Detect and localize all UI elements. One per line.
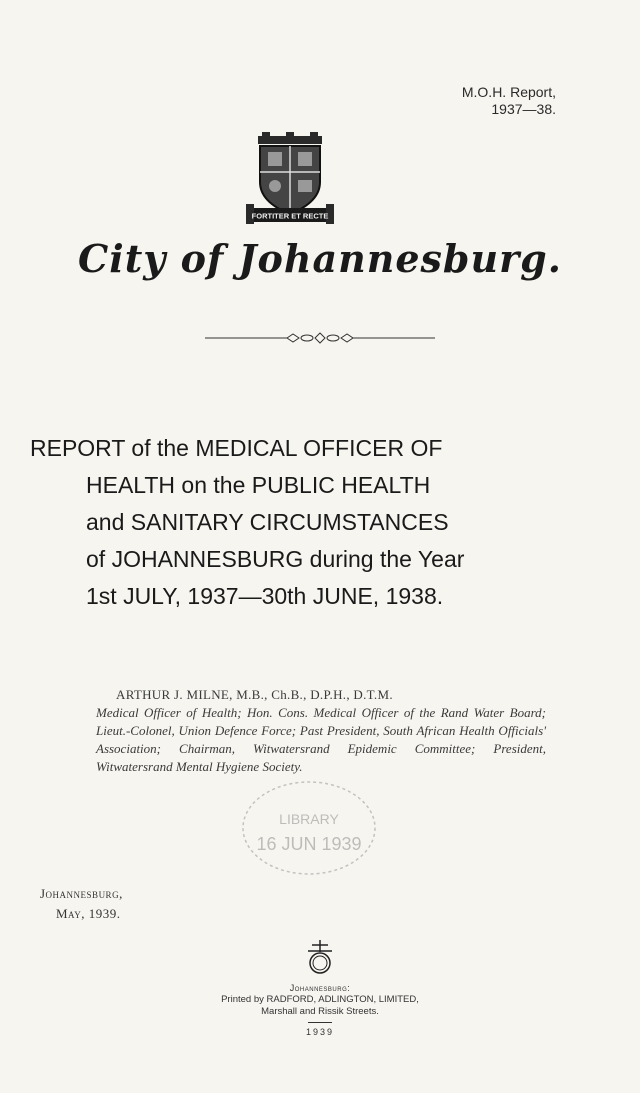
report-reference-line2: 1937—38. [491, 101, 556, 117]
author-block [96, 686, 546, 776]
author-description: Medical Officer of Health; Hon. Cons. Medical Officer of the Rand Water Board; Lieut.-Colonel, Union Defence Force; Past President, South African Health Officials' Association; Chairman, Witwatersrand Epidemic Committee; President, Witwatersrand Mental Hygiene Society. [96, 705, 546, 774]
crest-motto: FORTITER ET RECTE [251, 211, 329, 221]
place-date [40, 884, 123, 924]
printer-line1: Printed by RADFORD, ADLINGTON, LIMITED, [221, 994, 419, 1005]
printer-imprint [0, 982, 640, 1038]
report-title-line2: HEALTH on the PUBLIC HEALTH [86, 472, 431, 498]
report-title-line5: 1st JULY, 1937—30th JUNE, 1938. [86, 583, 444, 609]
report-title [30, 430, 610, 615]
printer-year: 1939 [305, 1027, 335, 1037]
printer-rule [308, 1022, 332, 1023]
stamp-line2: 16 JUN 1939 [256, 834, 362, 854]
place-date-line: May, 1939. [56, 906, 121, 921]
report-reference-line1: M.O.H. Report, [461, 84, 556, 100]
printer-city: Johannesburg: [289, 983, 351, 993]
printer-line2: Marshall and Rissik Streets. [261, 1006, 379, 1017]
report-title-line3: and SANITARY CIRCUMSTANCES [86, 509, 449, 535]
city-crest-icon [244, 130, 336, 230]
author-name: ARTHUR J. MILNE, M.B., Ch.B., D.P.H., D.T.M. [116, 687, 393, 702]
place-city: Johannesburg, [40, 886, 123, 901]
city-title: City of Johannesburg. [78, 236, 562, 281]
ornamental-divider-icon [205, 330, 435, 346]
report-title-line1: REPORT of the MEDICAL OFFICER OF [30, 435, 443, 461]
report-reference [462, 84, 556, 118]
report-title-line4: of JOHANNESBURG during the Year [86, 546, 465, 572]
stamp-line1: LIBRARY [279, 811, 339, 827]
library-stamp-icon [236, 770, 382, 880]
printer-logo-icon [304, 940, 336, 974]
